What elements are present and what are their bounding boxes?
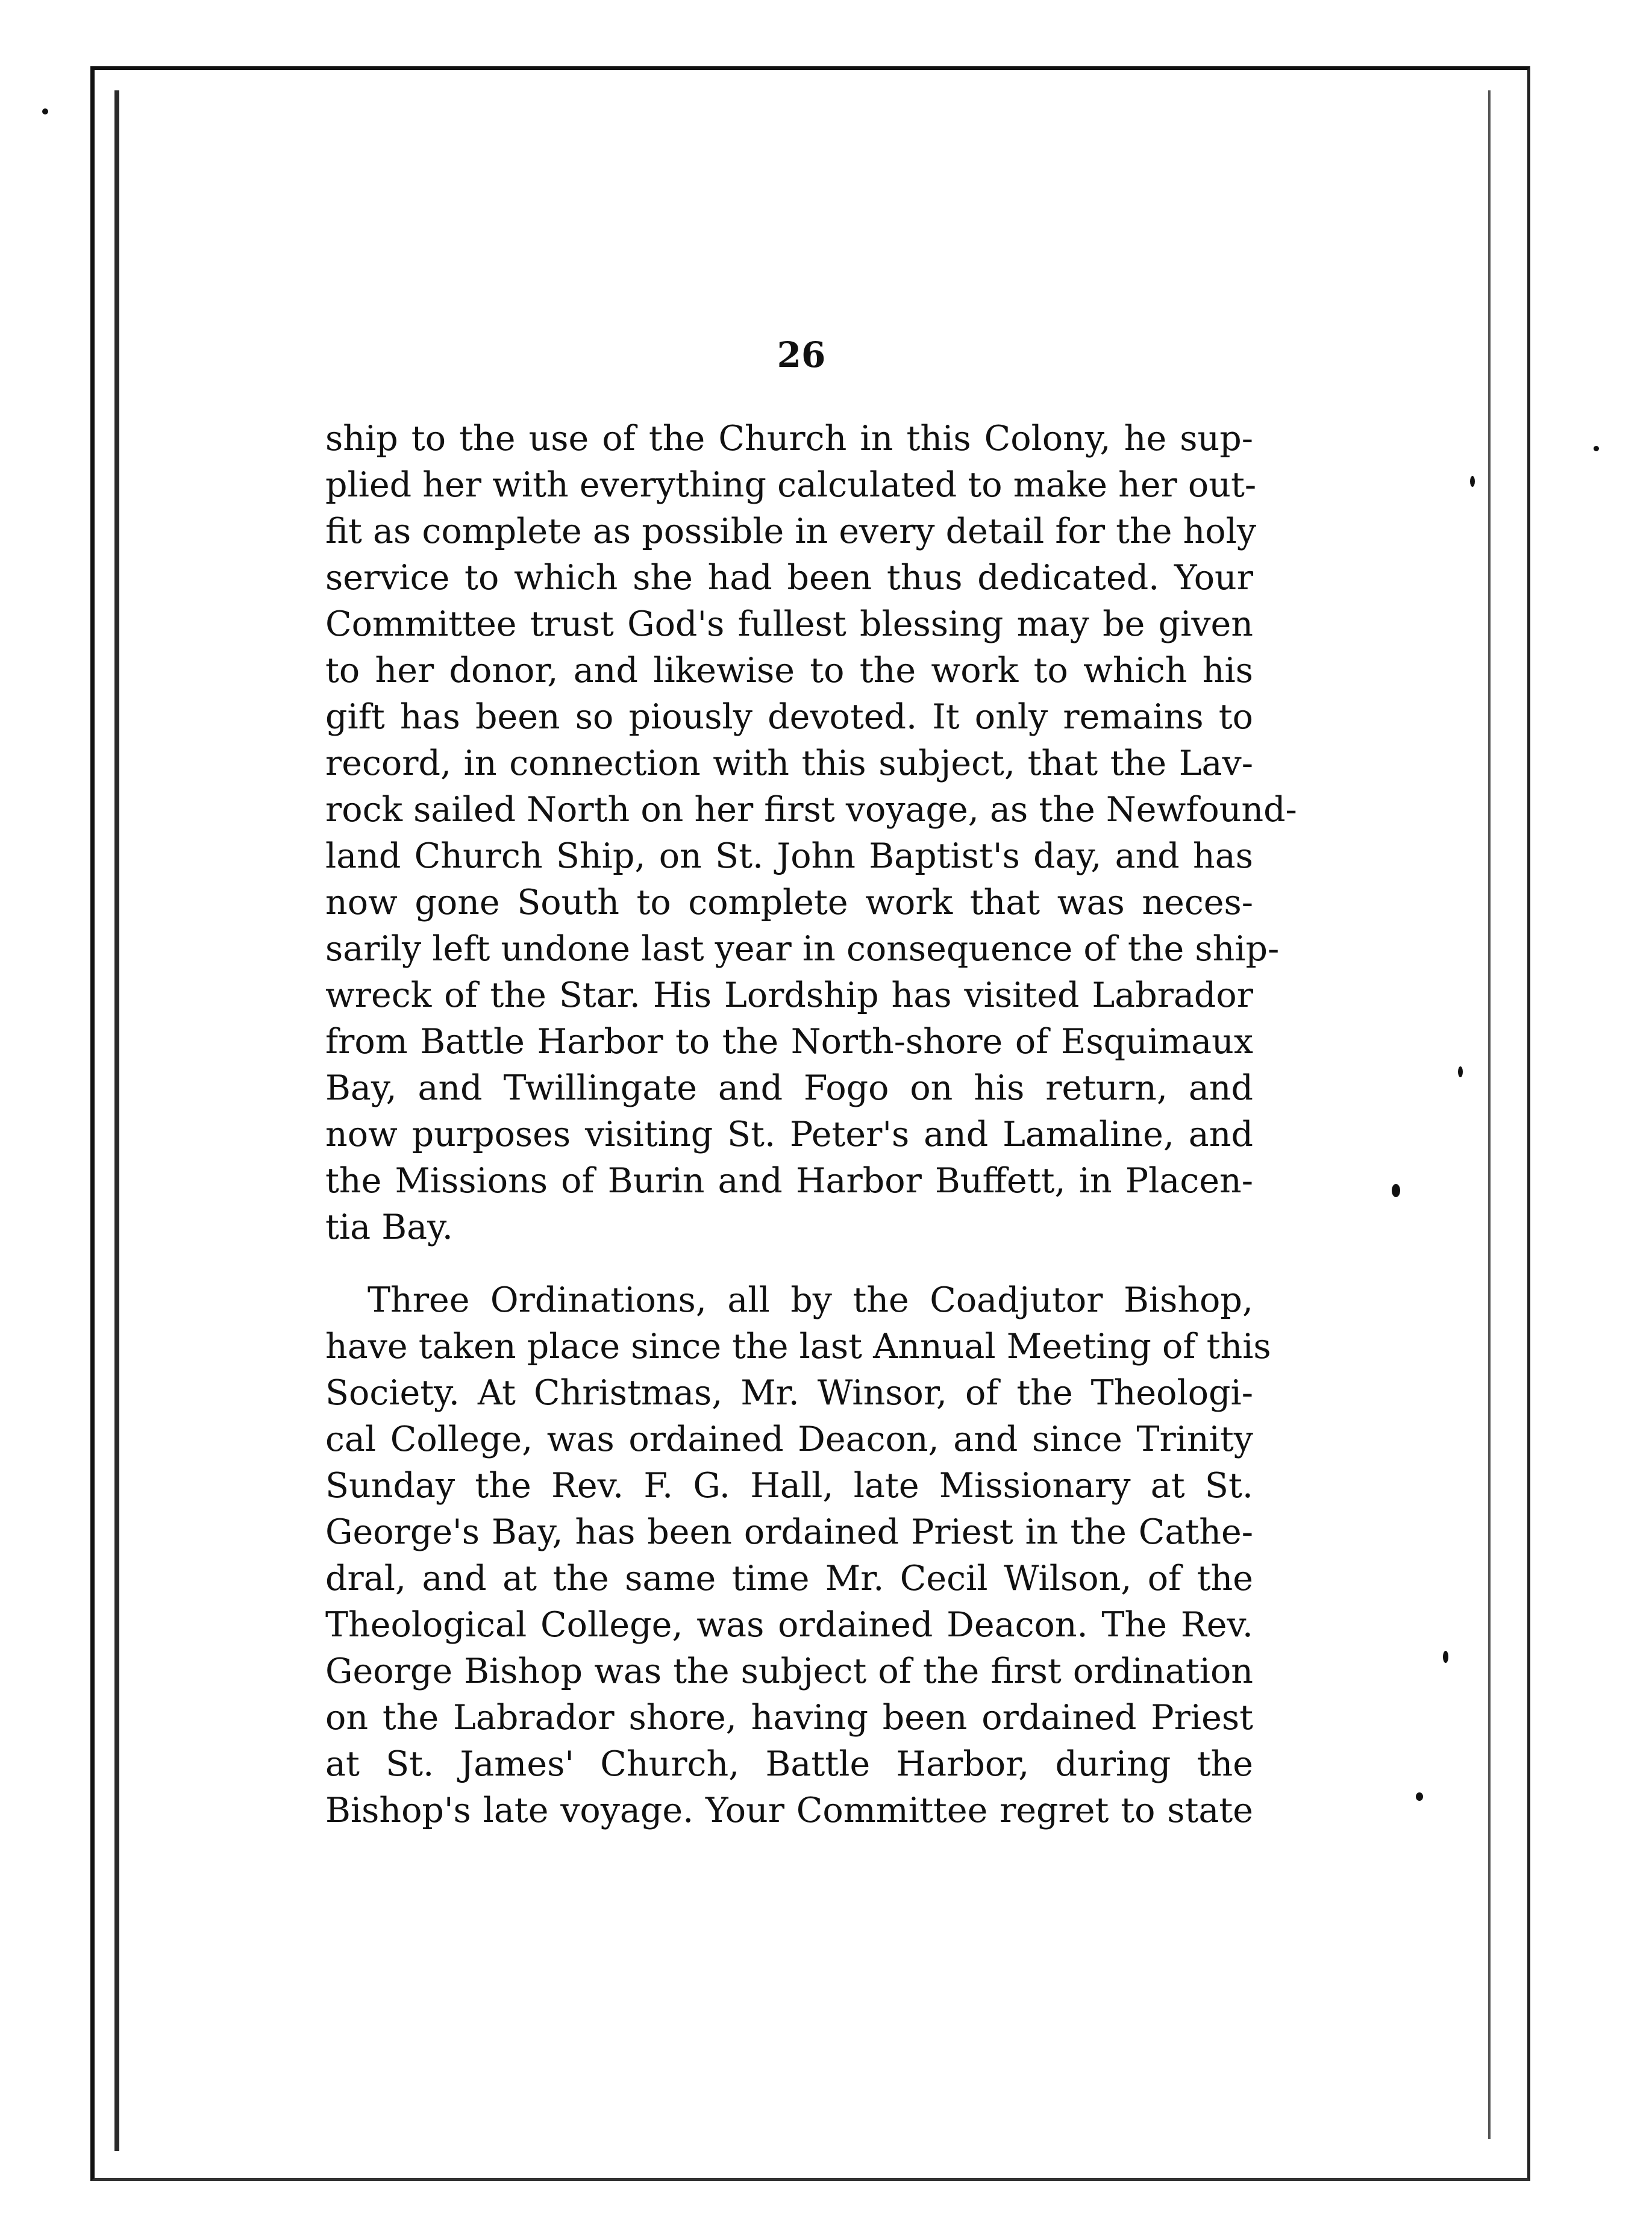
scan-speck [1470,476,1475,487]
text-line: at St. James' Church, Battle Harbor, during the [325,1744,1253,1784]
text-line: rock sailed North on her first voyage, as the Newfound- [325,790,1297,830]
paragraph-1 [325,416,1297,1251]
text-line: Theological College, was ordained Deacon. The Rev. [325,1605,1253,1645]
text-line: the Missions of Burin and Harbor Buffett, in Placen- [325,1161,1253,1201]
text-line: wreck of the Star. His Lordship has visited Labrador [325,975,1253,1015]
text-line: on the Labrador shore, having been ordained Priest [325,1698,1253,1738]
text-line: Three Ordinations, all by the Coadjutor Bishop, [368,1280,1253,1320]
text-line: George's Bay, has been ordained Priest in the Cathe- [325,1512,1253,1552]
text-line: tia Bay. [325,1207,453,1247]
page-number: 26 [777,334,826,375]
scan-speck [1458,1066,1463,1077]
text-line: have taken place since the last Annual Meeting of this [325,1327,1271,1366]
text-line: Bishop's late voyage. Your Committee regret to state [325,1791,1253,1830]
scan-speck [1416,1792,1423,1801]
paragraph-2 [325,1277,1271,1834]
text-line: George Bishop was the subject of the first ordination [325,1651,1253,1691]
scan-speck [1594,446,1599,451]
text-line: Sunday the Rev. F. G. Hall, late Missionary at St. [325,1466,1253,1506]
text-line: record, in connection with this subject, that the Lav- [325,743,1253,783]
text-line: from Battle Harbor to the North-shore of Esquimaux [325,1022,1253,1062]
text-line: dral, and at the same time Mr. Cecil Wilson, of the [325,1559,1253,1598]
scan-speck [1443,1651,1448,1663]
text-line: Society. At Christmas, Mr. Winsor, of the Theologi- [325,1373,1253,1413]
text-line: now purposes visiting St. Peter's and Lamaline, and [325,1115,1253,1154]
text-line: service to which she had been thus dedicated. Your [325,558,1253,598]
page-right-edge [1488,90,1491,2139]
text-line: plied her with everything calculated to make her out- [325,465,1257,505]
text-line: gift has been so piously devoted. It only remains to [325,697,1253,737]
text-line: Committee trust God's fullest blessing may be given [325,604,1253,644]
text-line: Bay, and Twillingate and Fogo on his return, and [325,1068,1253,1108]
scan-speck [42,108,48,114]
text-line: now gone South to complete work that was neces- [325,883,1253,922]
text-line: fit as complete as possible in every detail for the holy [325,512,1257,551]
text-line: sarily left undone last year in consequence of the ship- [325,929,1280,969]
binding-edge [114,90,119,2151]
text-line: land Church Ship, on St. John Baptist's day, and has [325,836,1253,876]
text-line: to her donor, and likewise to the work to which his [325,651,1253,690]
text-line: cal College, was ordained Deacon, and since Trinity [325,1419,1253,1459]
text-line: ship to the use of the Church in this Colony, he sup- [325,419,1253,458]
scan-speck [1392,1184,1400,1197]
